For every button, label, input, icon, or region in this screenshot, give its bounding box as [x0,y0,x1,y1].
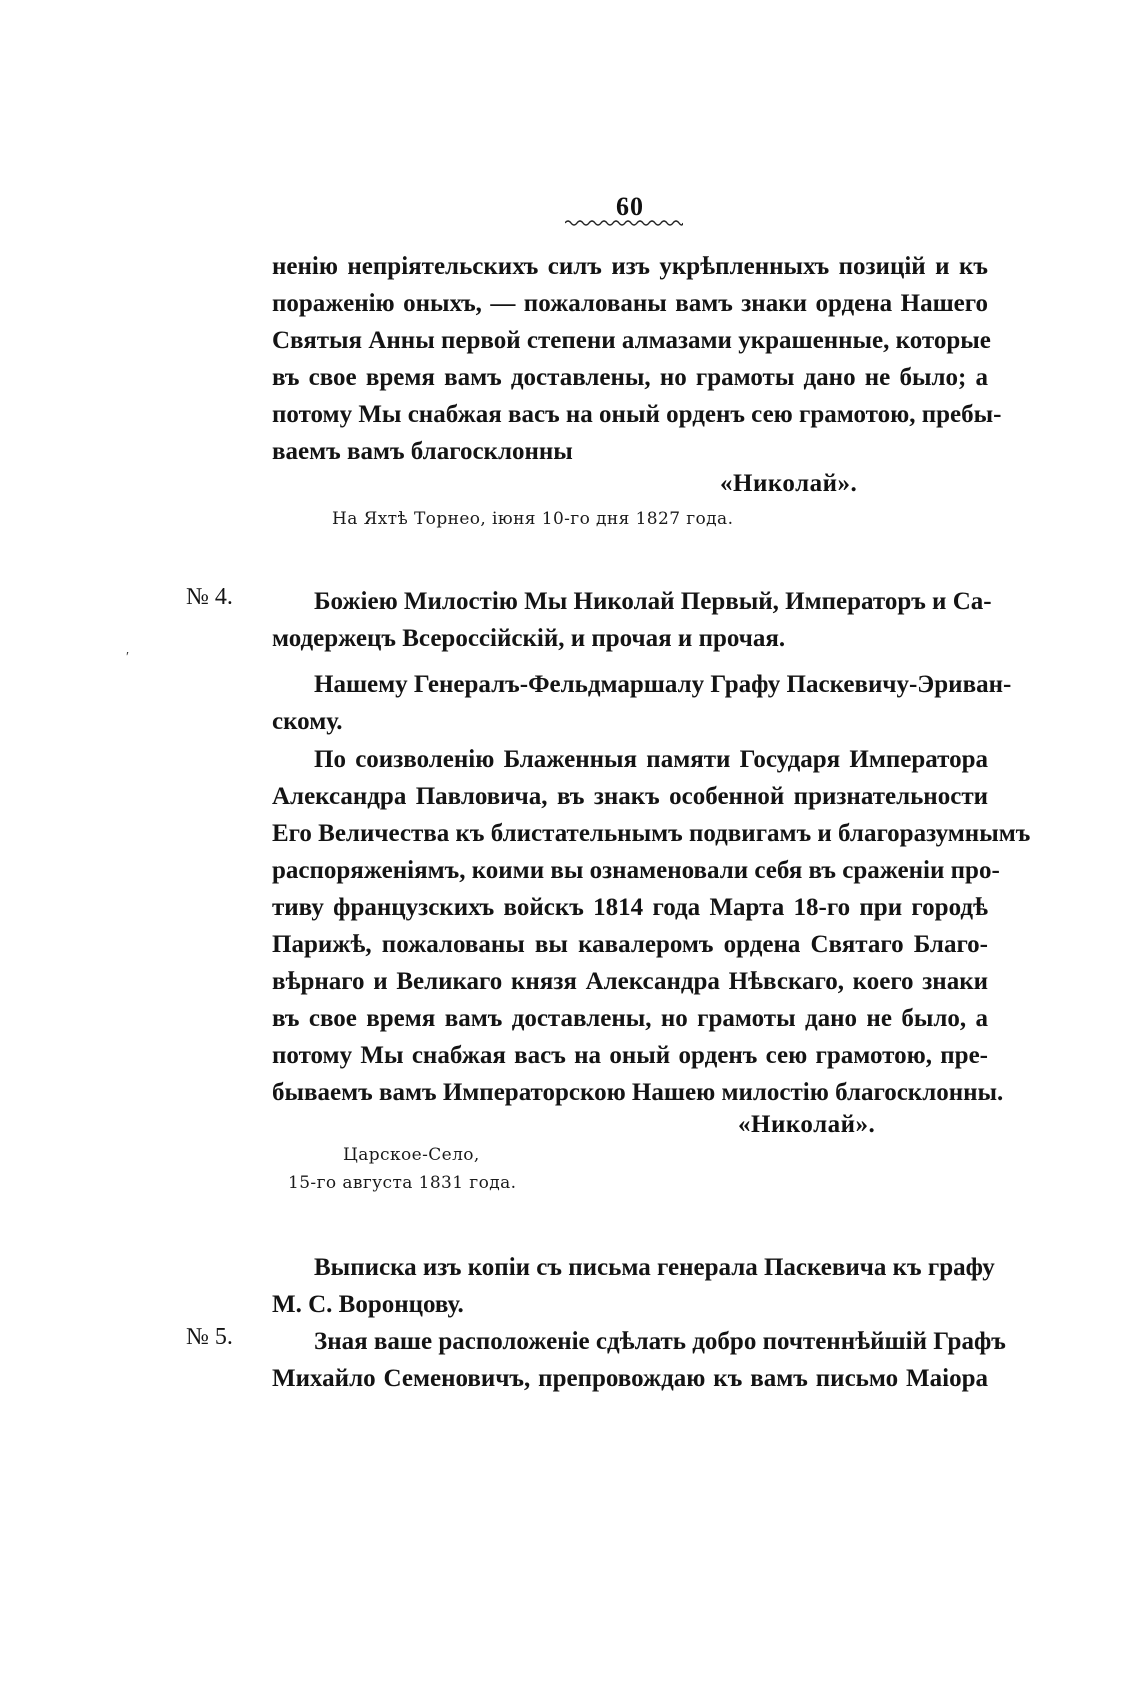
text-line: Александра Павловича, въ знакъ особенной признательности [272,783,988,810]
place-tsarskoe-selo: Царское-Село, [343,1145,480,1165]
page-number: 60 [616,192,644,221]
text-line: бываемъ вамъ Императорскою Нашею милостію благосклонны. [272,1079,1004,1106]
text-line: Зная ваше расположеніе сдѣлать добро почтеннѣйшій Графъ [314,1328,1006,1355]
letter-excerpt-heading [272,1249,995,1323]
charter-4-address [272,666,1012,740]
date-1831: 15-го августа 1831 года. [288,1173,517,1193]
signature-nikolai-1: «Николай». [720,470,858,497]
text-line: въ свое время вамъ доставлены, но грамоты дано не было, а [272,1005,988,1032]
letter-5-text [272,1323,1006,1397]
text-line: въ свое время вамъ доставлены, но грамоты дано не было; а [272,364,988,391]
text-line: Его Величества къ блистательнымъ подвигамъ и благоразумнымъ [272,820,1031,847]
charter-3-continuation [272,248,1002,470]
text-line: распоряженіямъ, коими вы ознаменовали себя въ сраженіи про- [272,857,1000,884]
charter-4-text [272,741,1031,1111]
document-number-5: № 5. [186,1324,233,1350]
text-line: пораженію оныхъ, — пожалованы вамъ знаки ордена Нашего [272,290,988,317]
text-line: По соизволенію Блаженныя памяти Государя Императора [314,746,988,773]
signature-nikolai-2: «Николай». [738,1111,876,1138]
text-line: потому Мы снабжая васъ на оный орденъ сею грамотою, пре- [272,1042,988,1069]
text-line: ваемъ вамъ благосклонны [272,438,573,465]
text-line: потому Мы снабжая васъ на оный орденъ сею грамотою, пребы- [272,401,1002,428]
text-line: ненію непріятельскихъ силъ изъ укрѣпленныхъ позицій и къ [272,253,988,280]
text-line: Парижѣ, пожалованы вы кавалеромъ ордена Святаго Благо- [272,931,988,958]
text-line: модержецъ Всероссійскій, и прочая и прочая. [272,625,786,652]
margin-mark: ′ [126,650,130,665]
text-line: Выписка изъ копіи съ письма генерала Паскевича къ графу [314,1254,995,1281]
text-line: Божіею Милостію Мы Николай Первый, Императоръ и Са- [314,588,992,615]
charter-4-heading [272,583,992,657]
text-line: Михайло Семеновичъ, препровождаю къ вамъ письмо Маіора [272,1365,988,1392]
place-date-1: На Яхтѣ Торнео, іюня 10-го дня 1827 года. [332,509,734,529]
document-number-4: № 4. [186,584,233,610]
text-line: вѣрнаго и Великаго князя Александра Нѣвскаго, коего знаки [272,968,988,995]
page-number-ornament [565,218,683,228]
text-line: скому. [272,708,343,735]
text-line: М. С. Воронцову. [272,1291,464,1318]
text-line: тиву французскихъ войскъ 1814 года Марта 18-го при городѣ [272,894,988,921]
text-line: Нашему Генералъ-Фельдмаршалу Графу Паскевичу-Эриван- [314,671,1012,698]
text-line: Святыя Анны первой степени алмазами украшенные, которые [272,327,991,354]
